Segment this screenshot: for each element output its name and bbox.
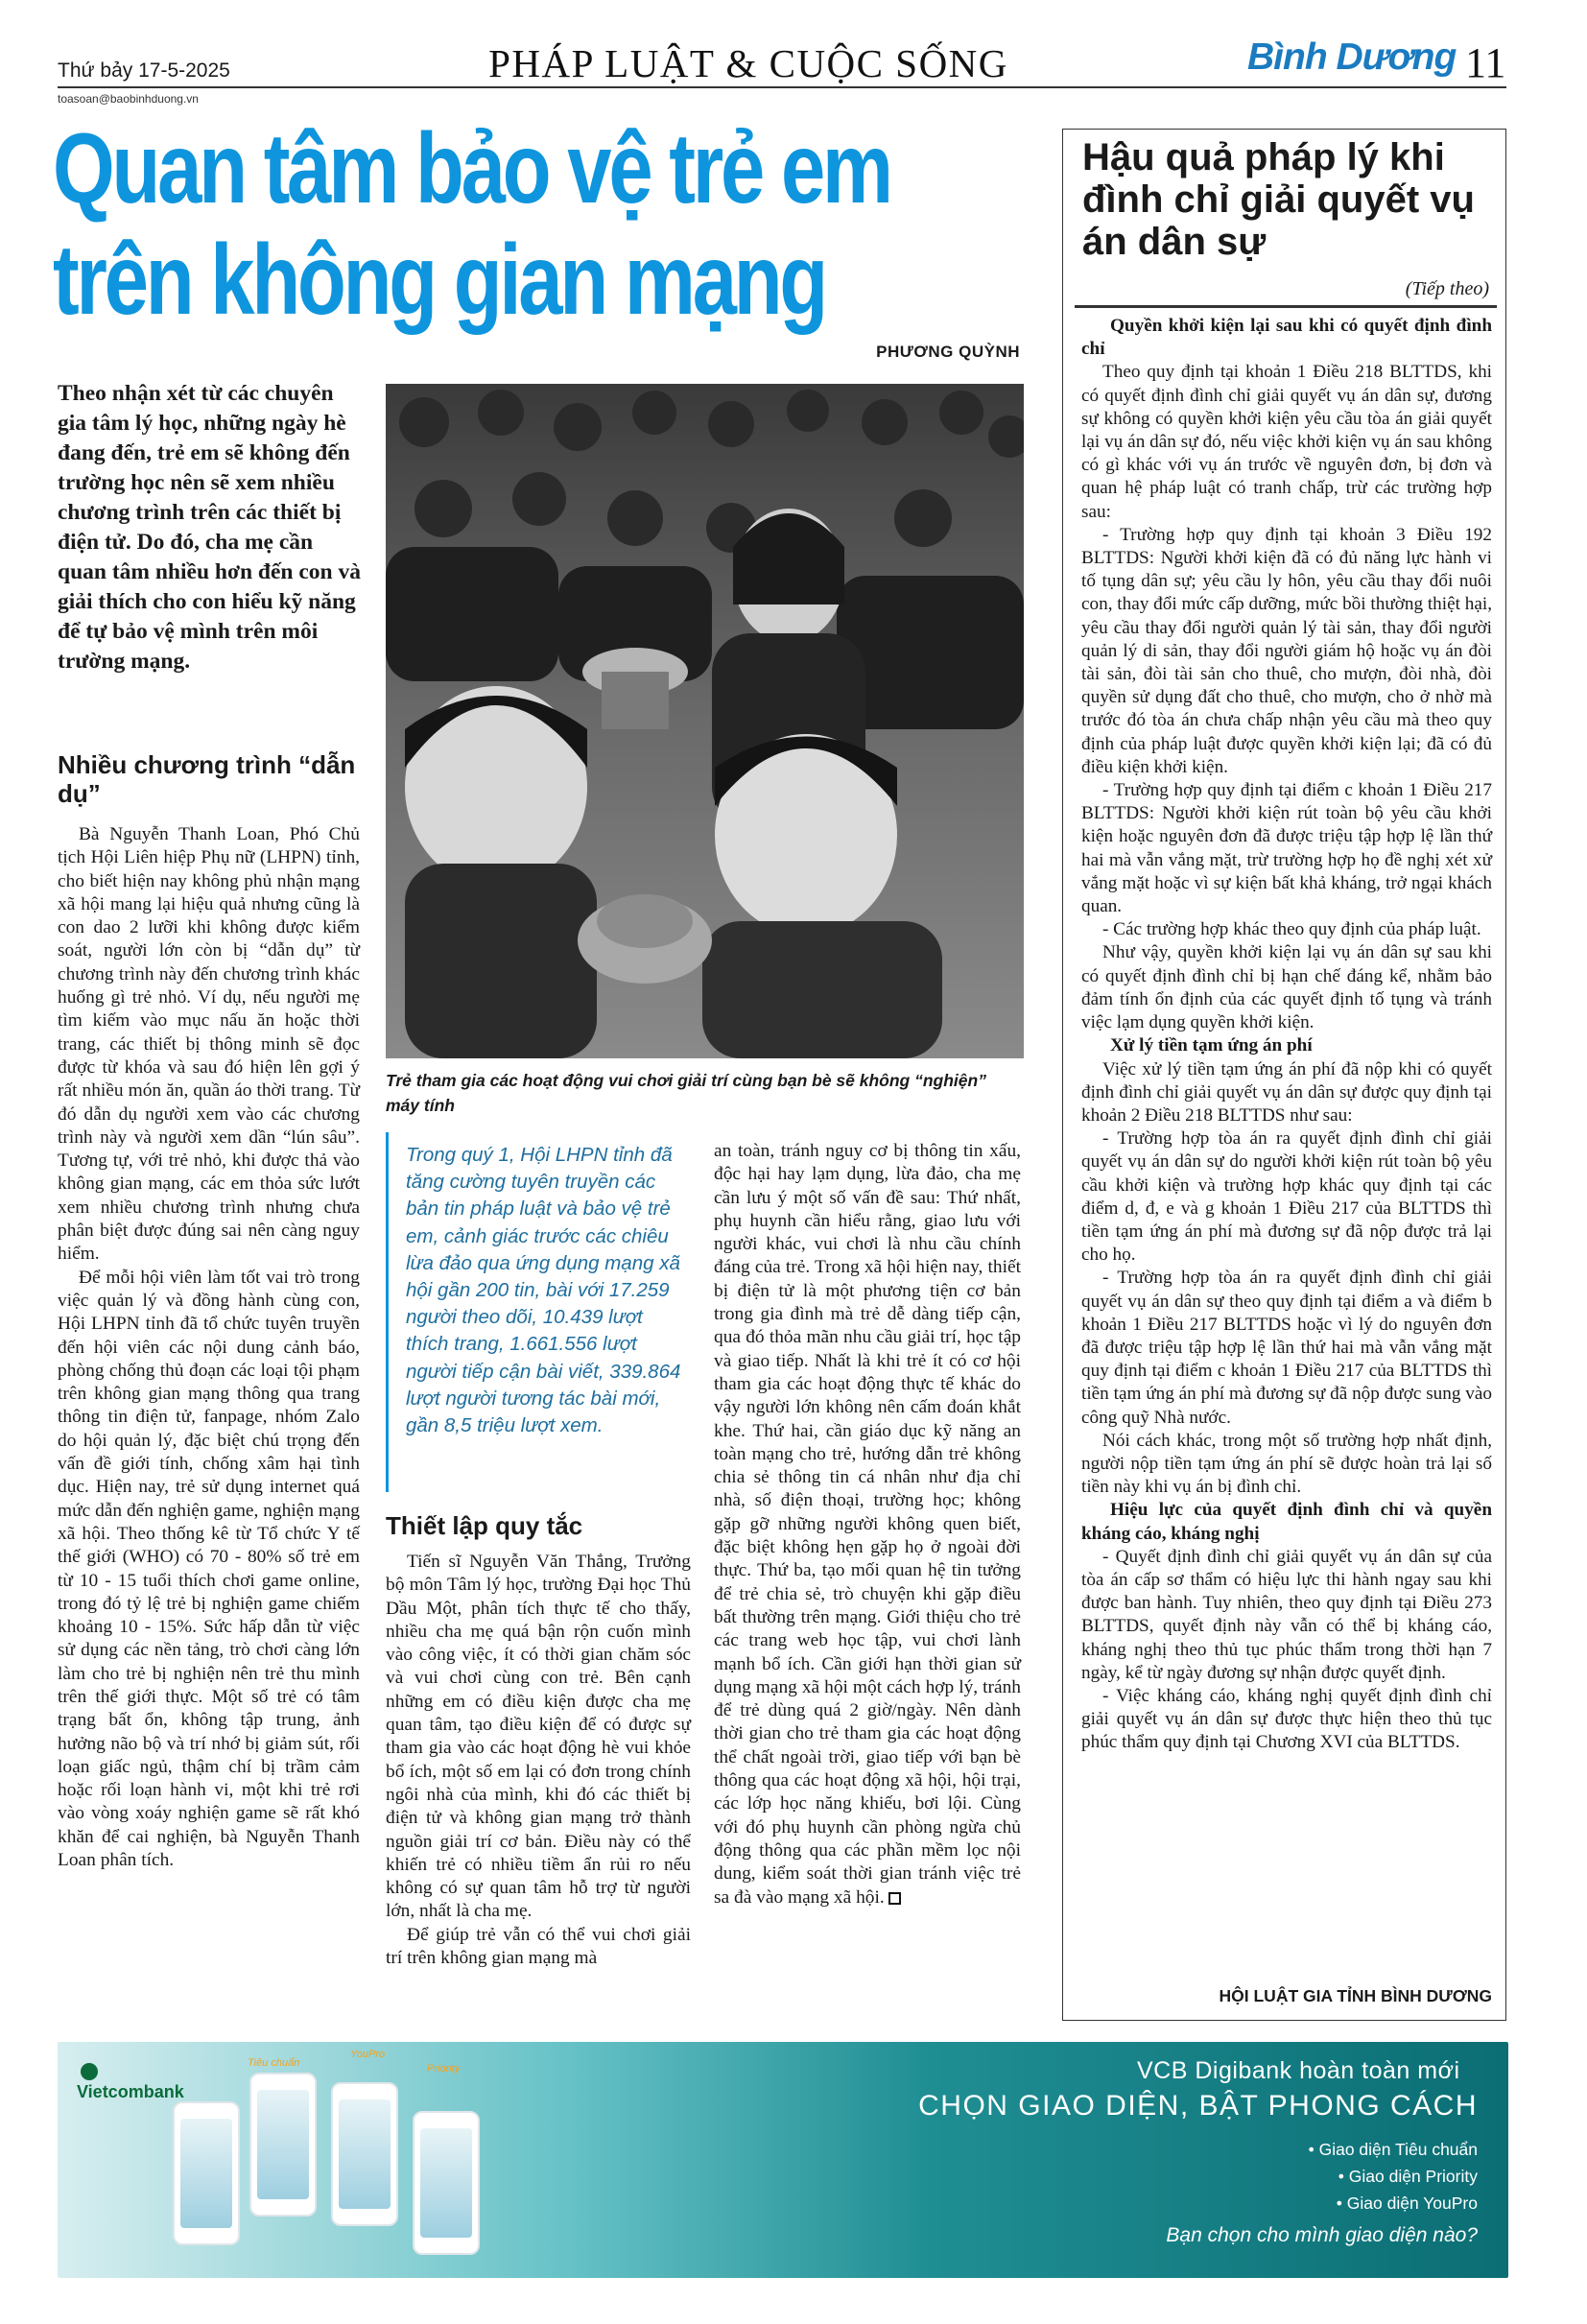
subheading-dan-du: Nhiều chương trình “dẫn dụ”: [58, 750, 356, 808]
column-3-body: [714, 1140, 1021, 1909]
headline-line-1: Quan tâm bảo vệ trẻ em: [53, 113, 890, 225]
phone-screen: [180, 2119, 232, 2228]
article-headline: [53, 113, 890, 336]
paragraph: - Trường hợp quy định tại điểm c khoản 1 Điều 217 BLTTDS: Người khởi kiện rút toàn bộ yêu cầu khởi kiện hoặc nguyên đơn đã được triệu tập hợp lệ lần thứ hai mà vẫn vắng mặt, trừ trường hợp họ đề nghị xét xử vắng mặt hoặc vì sự kiện bất khả kháng, trở ngại khách quan.: [1081, 780, 1492, 917]
paragraph: Theo quy định tại khoản 1 Điều 218 BLTTDS, khi có quyết định đình chỉ giải quyết vụ án dân sự, đương sự không có quyền khởi kiện yêu cầu tòa án giải quyết lại vụ án dân sự đó, nếu việc khởi kiện vụ án sau không có gì khác với vụ án trước về nguyên đơn, bị đơn và quan hệ pháp luật có tranh chấp, trừ các trường hợp sau:: [1081, 362, 1492, 522]
paragraph: Như vậy, quyền khởi kiện lại vụ án dân sự sau khi có quyết định đình chỉ bị hạn chế đáng kể, nhằm bảo đảm tính ổn định của các quyết định tố tụng và tránh việc lạm dụng quyền khởi kiện.: [1081, 942, 1492, 1033]
phone-screen: [420, 2128, 472, 2238]
subheading-thiet-lap-quy-tac: Thiết lập quy tắc: [386, 1511, 583, 1540]
paragraph: Để giúp trẻ vẫn có thể vui chơi giải trí trên không gian mạng mà: [386, 1924, 691, 1969]
paragraph: [714, 1140, 1021, 1909]
phone-tag: Tiêu chuẩn: [248, 2057, 300, 2069]
paragraph: - Các trường hợp khác theo quy định của pháp luật.: [1102, 919, 1481, 940]
page-number: 11: [1465, 39, 1506, 86]
paragraph: Nói cách khác, trong một số trường hợp nhất định, người nộp tiền tạm ứng án phí sẽ được hoàn trả lại số tiền này khi vụ án bị đình chỉ.: [1081, 1430, 1492, 1498]
paragraph: Để mỗi hội viên làm tốt vai trò trong việc quản lý và đồng hành cùng con, Hội LHPN tỉnh đã tổ chức tuyên truyền đến hội viên các nội dung cảnh báo, phòng chống thủ đoạn các loại tội phạm trên không gian mạng thông qua trang thông tin điện tử, fanpage, nhóm Zalo do hội quản lý, đặc biệt chú trọng đến vấn đề giới tính, chống xâm hại tình dục. Hiện nay, trẻ sử dụng internet quá mức dẫn đến nghiện game, nghiện mạng xã hội. Theo thống kê từ Tổ chức Y tế thế giới (WHO) có 70 - 80% số trẻ em từ 10 - 15 tuổi thích chơi game online, trong đó tỷ lệ trẻ bị nghiện game chiếm khoảng 10 - 15%. Sức hấp dẫn từ việc sử dụng các nền tảng, trò chơi càng lớn làm cho trẻ bị nghiện nên trẻ thu mình trên thế giới thực. Một số trẻ có tâm trạng bất ổn, không tập trung, ảnh hưởng não bộ và trí nhớ bị giảm sút, rối loạn giấc ngủ, thậm chí bị trầm cảm hoặc rối loạn hành vi, một khi trẻ rơi vào vòng xoáy nghiện game sẽ rất khó khăn để cai nghiện, bà Nguyễn Thanh Loan phân tích.: [58, 1267, 360, 1871]
phone-tag: YouPro: [350, 2049, 386, 2060]
paragraph: Tiến sĩ Nguyễn Văn Thắng, Trưởng bộ môn Tâm lý học, trường Đại học Thủ Dầu Một, phân tích thực tế cho thấy, nhiều cha mẹ quá bận rộn cuốn mình vào công việc, ít có thời gian chăm sóc và vui chơi cùng con trẻ. Bên cạnh những em có điều kiện được cha mẹ quan tâm, tạo điều kiện để có được sự tham gia vào các hoạt động hè vui khỏe bổ ích, một số em lại có đơn trong chính ngôi nhà của mình, khi đó các thiết bị điện tử và không gian mạng trở thành nguồn giải trí cơ bản. Điều này có thể khiến trẻ có nhiều tiềm ẩn rủi ro nếu không có sự quan tâm hỗ trợ từ người lớn, nhất là cha mẹ.: [386, 1552, 691, 1922]
header-divider: [58, 86, 1506, 88]
sidebar-body: [1081, 315, 1492, 1755]
phone-mockup: [173, 2101, 240, 2245]
sidebar-signature: HỘI LUẬT GIA TỈNH BÌNH DƯƠNG: [1219, 1986, 1492, 2005]
ad-headline: CHỌN GIAO DIỆN, BẬT PHONG CÁCH: [918, 2090, 1478, 2122]
ad-tagline: VCB Digibank hoàn toàn mới: [1137, 2057, 1460, 2084]
headline-line-2: trên không gian mạng: [53, 225, 826, 336]
vietcombank-logo-icon: [81, 2063, 98, 2080]
paragraph: Bà Nguyễn Thanh Loan, Phó Chủ tịch Hội Liên hiệp Phụ nữ (LHPN) tỉnh, cho biết hiện nay không phủ nhận mạng xã hội mang lại hiệu quả nhưng cũng là con dao 2 lưỡi khi không được kiểm soát, người lớn còn bị “dẫn dụ” từ chương trình này đến chương trình khác huống gì trẻ nhỏ. Ví dụ, nếu người mẹ tìm kiếm vào mục nấu ăn hoặc thời trang, các thiết bị thông minh sẽ đọc được từ khóa và sau đó hiện lên gợi ý rất nhiều món ăn, quần áo thời trang. Từ đó dẫn dụ người xem vào các chương trình này và người xem dần “lún sâu”. Tương tự, với trẻ nhỏ, khi được thả vào không gian mạng, các em thỏa sức lướt xem nhiều chương trình nhưng chưa phân biệt được đúng sai nên càng nguy hiểm.: [58, 824, 360, 1265]
photo-caption: Trẻ tham gia các hoạt động vui chơi giải trí cùng bạn bè sẽ không “nghiện” máy tính: [386, 1071, 986, 1115]
highlight-quote: Trong quý 1, Hội LHPN tỉnh đã tăng cường tuyên truyền các bản tin pháp luật và bảo vệ trẻ em, cảnh giác trước các chiêu lừa đảo qua ứng dụng mạng xã hội gần 200 tin, bài với 17.259 người theo dõi, 10.439 lượt thích trang, 1.661.556 lượt người tiếp cận bài viết, 339.864 lượt người tương tác bài mới, gần 8,5 triệu lượt xem.: [406, 1144, 681, 1437]
section-title: PHÁP LUẬT & CUỘC SỐNG: [488, 41, 1008, 85]
phone-mockup: [249, 2073, 317, 2217]
sidebar-continued: (Tiếp theo): [1405, 278, 1489, 299]
phone-screen: [339, 2099, 391, 2209]
paragraph: - Trường hợp tòa án ra quyết định đình chỉ giải quyết vụ án dân sự do người khởi kiện rút toàn bộ yêu cầu khởi kiện và trường hợp khác quy định tại các điểm d, đ, e và g khoản 1 Điều 217 của BLTTDS thì tiền tạm ứng án phí mà đương sự đã nộp được trả lại cho họ.: [1081, 1128, 1492, 1266]
end-of-article-icon: [888, 1892, 901, 1905]
ad-option: • Giao diện Priority: [1338, 2167, 1478, 2186]
sidebar-subheading: Hiệu lực của quyết định đình chỉ và quyền kháng cáo, kháng nghị: [1081, 1500, 1492, 1544]
article-lead: Theo nhận xét từ các chuyên gia tâm lý học, những ngày hè đang đến, trẻ em sẽ không đến trường học nên sẽ xem nhiều chương trình trên các thiết bị điện tử. Do đó, cha mẹ cần quan tâm nhiều hơn đến con và giải thích cho con hiểu kỹ năng để tự bảo vệ mình trên môi trường mạng.: [58, 381, 361, 674]
paragraph: - Việc kháng cáo, kháng nghị quyết định đình chỉ giải quyết vụ án dân sự được thực hiện theo thủ tục phúc thẩm quy định tại Chương XVI của BLTTDS.: [1081, 1685, 1492, 1753]
issue-date: Thứ bảy 17-5-2025: [58, 59, 230, 82]
sidebar-subheading: Quyền khởi kiện lại sau khi có quyết định đình chỉ: [1081, 316, 1492, 360]
sidebar-divider: [1075, 305, 1497, 308]
phone-mockup: [331, 2082, 398, 2226]
paragraph-text: an toàn, tránh nguy cơ bị thông tin xấu, độc hại hay lạm dụng, lừa đảo, cha mẹ cần lưu ý một số vấn đề sau: Thứ nhất, phụ huynh cần hiểu rằng, giao lưu với người khác, vui chơi là nhu cầu chính đáng của trẻ. Trong xã hội hiện nay, thiết bị điện tử là một phương tiện cơ bản trong gia đình mà trẻ dễ dàng tiếp cận, qua đó thỏa mãn nhu cầu giải trí, học tập và giao tiếp. Nhất là khi trẻ ít có cơ hội tham gia các hoạt động thực tế khác do vậy người lớn không nên cấm đoán khắt khe. Thứ hai, cần giáo dục kỹ năng an toàn mạng cho trẻ, hướng dẫn trẻ không chia sẻ thông tin cá nhân như địa chỉ nhà, số điện thoại, trường học; không gặp gỡ những người không quen biết, đặc biệt không hẹn gặp họ ở ngoài đời thực. Thứ ba, tạo mối quan hệ tin tưởng để trẻ chia sẻ, trò chuyện khi gặp điều bất thường trên mạng. Giới thiệu cho trẻ các trang web học tập, vui chơi lành mạnh bổ ích. Cần giới hạn thời gian sử dụng mạng xã hội một cách hợp lý, tránh để trẻ dùng quá 2 giờ/ngày. Nên dành thời gian cho trẻ tham gia các hoạt động thể chất ngoài trời, giao tiếp với bạn bè thông qua các hoạt động xã hội, hội trại, các lớp học năng khiếu, bơi lội. Cùng với đó phụ huynh cần phòng ngừa chủ động thông qua các phần mềm lọc nội dung, kiểm soát thời gian tránh việc trẻ sa đà vào mạng xã hội.: [714, 1141, 1021, 1908]
article-photo: [386, 384, 1024, 1058]
paragraph: Việc xử lý tiền tạm ứng án phí đã nộp khi có quyết định đình chỉ giải quyết vụ án dân sự được quy định tại khoản 2 Điều 218 BLTTDS như sau:: [1081, 1058, 1492, 1126]
column-1-body: [58, 823, 360, 1872]
paragraph: - Quyết định đình chỉ giải quyết vụ án dân sự của tòa án cấp sơ thẩm có hiệu lực thi hành ngay sau khi được ban hành. Tuy nhiên, theo quy định tại Điều 273 BLTTDS, quyết định này vẫn có thể bị kháng cáo, kháng nghị theo thủ tục phúc thẩm trong thời hạn 7 ngày, kể từ ngày đương sự nhận được quyết định.: [1081, 1546, 1492, 1683]
ad-option: • Giao diện YouPro: [1336, 2194, 1478, 2213]
sidebar-subheading: Xử lý tiền tạm ứng án phí: [1110, 1035, 1313, 1056]
author-byline: PHƯƠNG QUỲNH: [876, 343, 1020, 361]
paragraph: - Trường hợp quy định tại khoản 3 Điều 192 BLTTDS: Người khởi kiện đã có đủ năng lực hành vi tố tụng dân sự; yêu cầu ly hôn, yêu cầu thay đổi nuôi con, thay đổi mức cấp dưỡng, mức bồi thường thiệt hại, yêu cầu thay đổi người quản lý tài sản, thay đổi người quản lý di sản, thay đổi người giám hộ hoặc vụ án đòi tài sản, đòi tài sản cho thuê, cho mượn, đòi nhà, đòi quyền sử dụng đất cho thuê, cho mượn, cho ở nhờ mà trước đó tòa án chưa chấp nhận yêu cầu mà theo quy định của pháp luật được quyền khởi kiện lại; đã có đủ điều kiện khởi kiện.: [1081, 524, 1492, 777]
phone-tag: Priority: [427, 2063, 461, 2075]
ad-question: Bạn chọn cho mình giao diện nào?: [1166, 2224, 1478, 2246]
paragraph: - Trường hợp tòa án ra quyết định đình chỉ giải quyết vụ án dân sự theo quy định tại điểm a và điểm b khoản 1 Điều 217 BLTTDS hoặc vì lý do nguyên đơn đã được triệu tập hợp lệ lần thứ hai mà vẫn vắng mặt quy định tại điểm c khoản 1 Điều 217 của BLTTDS thì tiền tạm ứng án phí mà đương sự đã nộp được sung vào công quỹ Nhà nước.: [1081, 1268, 1492, 1428]
ad-option: • Giao diện Tiêu chuẩn: [1308, 2140, 1478, 2159]
column-2-body: [386, 1551, 691, 1970]
advertiser-logo: Vietcombank: [77, 2082, 184, 2101]
sidebar-title: Hậu quả pháp lý khi đình chỉ giải quyết vụ án dân sự: [1082, 136, 1475, 263]
phone-screen: [257, 2090, 309, 2199]
children-activity-photo: [386, 384, 1024, 1058]
phone-mockup: [413, 2111, 480, 2255]
newsroom-email: toasoan@baobinhduong.vn: [58, 92, 199, 106]
newspaper-logo: Bình Dương: [1247, 36, 1457, 78]
ad-options-list: [1151, 2136, 1478, 2217]
